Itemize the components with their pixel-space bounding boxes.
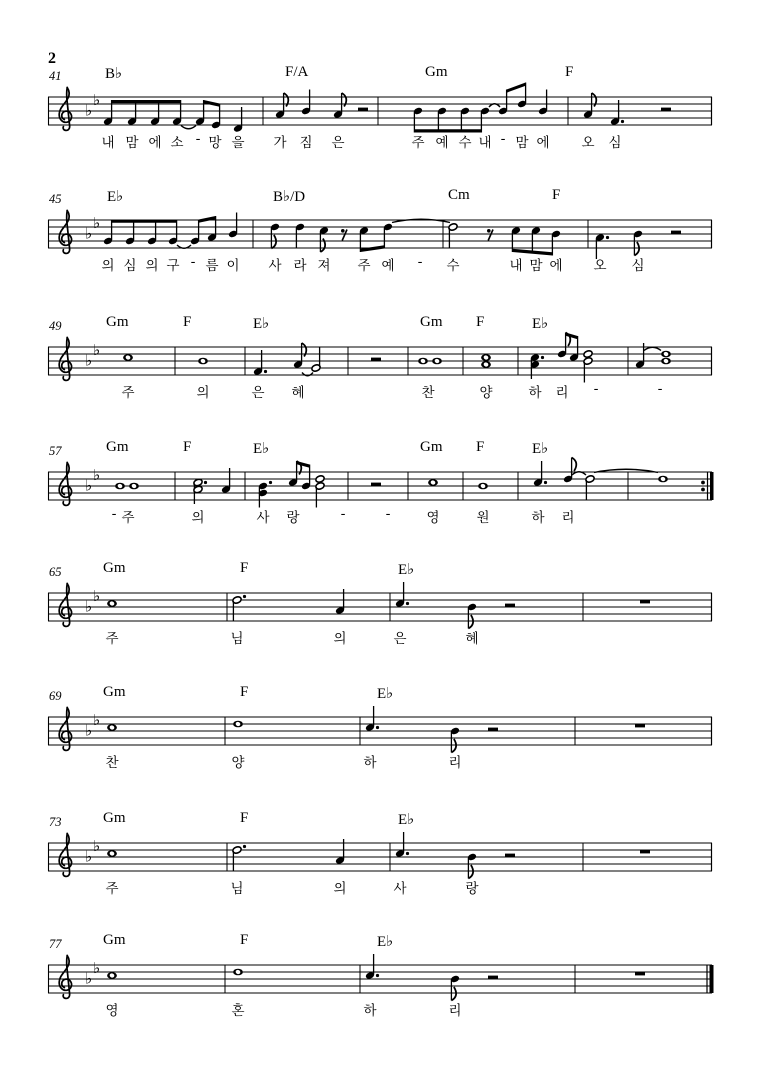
- flat-icon: ♭: [85, 597, 93, 616]
- lyric-syllable: 주: [121, 385, 135, 401]
- lyric-syllable: 랑: [286, 510, 300, 526]
- lyric-syllable: 의: [196, 385, 210, 401]
- staff-svg: [0, 813, 766, 887]
- measure-number: 65: [49, 565, 62, 579]
- measure-number: 41: [49, 69, 62, 83]
- flat-icon: ♭: [93, 91, 101, 109]
- flat-icon: ♭: [85, 351, 93, 370]
- chord-symbol: F: [183, 314, 192, 330]
- lyric-syllable: 찬: [421, 385, 435, 401]
- lyric-syllable: 예: [435, 135, 449, 151]
- flat-icon: ♭: [93, 214, 101, 232]
- flat-icon: ♭: [85, 847, 93, 866]
- lyric-syllable: 하: [363, 755, 377, 771]
- chord-symbol: Gm: [106, 439, 129, 455]
- lyric-syllable: 은: [331, 135, 345, 151]
- chord-symbol: F: [240, 560, 249, 576]
- flat-icon: ♭: [85, 101, 93, 120]
- chord-symbol: Gm: [103, 932, 126, 948]
- lyric-syllable: 은: [251, 385, 265, 401]
- flat-icon: ♭: [93, 466, 101, 484]
- page-number: 2: [48, 50, 56, 67]
- lyric-syllable: 수: [446, 258, 460, 274]
- lyric-syllable: 오: [593, 258, 607, 274]
- chord-symbol: F: [240, 684, 249, 700]
- lyric-syllable: 하: [528, 385, 542, 401]
- lyric-syllable: -: [593, 381, 599, 397]
- lyric-syllable: 리: [555, 385, 569, 401]
- measure-number: 45: [49, 192, 62, 206]
- lyric-syllable: 라: [293, 258, 307, 274]
- staff-svg: [0, 563, 766, 637]
- chord-symbol: E♭: [377, 686, 394, 702]
- flat-icon: ♭: [93, 711, 101, 729]
- lyric-syllable: -: [417, 254, 423, 270]
- flat-icon: ♭: [85, 969, 93, 988]
- lyric-syllable: 맘: [529, 258, 543, 274]
- lyric-syllable: 양: [479, 385, 493, 401]
- lyric-syllable: 름: [205, 258, 219, 274]
- measure-number: 69: [49, 689, 62, 703]
- chord-symbol: E♭: [107, 189, 124, 205]
- flat-icon: ♭: [85, 224, 93, 243]
- lyric-syllable: 혜: [291, 385, 305, 401]
- chord-symbol: E♭: [253, 316, 270, 332]
- lyric-syllable: 가: [273, 135, 287, 151]
- lyric-syllable: 내: [509, 258, 523, 274]
- lyric-syllable: 져: [317, 258, 331, 274]
- lyric-syllable: -: [111, 506, 117, 522]
- lyric-syllable: 이: [226, 258, 240, 274]
- lyric-syllable: -: [500, 131, 506, 147]
- lyric-syllable: 소: [170, 135, 184, 151]
- chord-symbol: E♭: [398, 562, 415, 578]
- staff-svg: [0, 687, 766, 761]
- lyric-syllable: 혜: [465, 631, 479, 647]
- lyric-syllable: 사: [256, 510, 270, 526]
- chord-symbol: E♭: [532, 316, 549, 332]
- lyric-syllable: 맘: [515, 135, 529, 151]
- measure-number: 49: [49, 319, 62, 333]
- staff-svg: [0, 442, 766, 516]
- lyric-syllable: -: [195, 131, 201, 147]
- lyric-syllable: 구: [166, 258, 180, 274]
- lyric-syllable: 리: [448, 755, 462, 771]
- lyric-syllable: 주: [411, 135, 425, 151]
- lyric-syllable: 심: [608, 135, 622, 151]
- staff-svg: [0, 190, 766, 264]
- lyric-syllable: 양: [231, 755, 245, 771]
- lyric-syllable: 사: [268, 258, 282, 274]
- flat-icon: ♭: [85, 476, 93, 495]
- chord-symbol: Gm: [103, 684, 126, 700]
- lyric-syllable: 맘: [125, 135, 139, 151]
- lyric-syllable: 내: [478, 135, 492, 151]
- measure-number: 57: [49, 444, 62, 458]
- lyric-syllable: 혼: [231, 1003, 245, 1019]
- lyric-syllable: 의: [191, 510, 205, 526]
- chord-symbol: B♭: [105, 66, 123, 82]
- lyric-syllable: 하: [363, 1003, 377, 1019]
- chord-symbol: E♭: [253, 441, 270, 457]
- lyric-syllable: 예: [381, 258, 395, 274]
- lyric-syllable: 주: [105, 631, 119, 647]
- lyric-syllable: 에: [148, 135, 162, 151]
- chord-symbol: E♭: [377, 934, 394, 950]
- lyric-syllable: 에: [536, 135, 550, 151]
- lyric-syllable: 찬: [105, 755, 119, 771]
- measure-number: 73: [49, 815, 62, 829]
- lyric-syllable: 님: [230, 631, 244, 647]
- staff-svg: [0, 67, 766, 141]
- chord-symbol: F: [552, 187, 561, 203]
- chord-symbol: Gm: [103, 810, 126, 826]
- flat-icon: ♭: [93, 341, 101, 359]
- lyric-syllable: 망: [208, 135, 222, 151]
- lyric-syllable: 심: [631, 258, 645, 274]
- lyric-syllable: -: [385, 506, 391, 522]
- lyric-syllable: 의: [333, 631, 347, 647]
- chord-symbol: F: [476, 314, 485, 330]
- lyric-syllable: 리: [561, 510, 575, 526]
- lyric-syllable: 은: [393, 631, 407, 647]
- chord-symbol: E♭: [398, 812, 415, 828]
- lyric-syllable: 오: [581, 135, 595, 151]
- lyric-syllable: 님: [230, 881, 244, 897]
- lyric-syllable: 내: [101, 135, 115, 151]
- lyric-syllable: 의: [101, 258, 115, 274]
- chord-symbol: Gm: [420, 314, 443, 330]
- lyric-syllable: 심: [123, 258, 137, 274]
- lyric-syllable: 주: [121, 510, 135, 526]
- chord-symbol: F: [240, 932, 249, 948]
- chord-symbol: Gm: [420, 439, 443, 455]
- lyric-syllable: 영: [105, 1003, 119, 1019]
- lyric-syllable: 짐: [299, 135, 313, 151]
- chord-symbol: Gm: [106, 314, 129, 330]
- lyric-syllable: 원: [476, 510, 490, 526]
- chord-symbol: F: [240, 810, 249, 826]
- lyric-syllable: 사: [393, 881, 407, 897]
- lyric-syllable: 하: [531, 510, 545, 526]
- lyric-syllable: 영: [426, 510, 440, 526]
- lyric-syllable: 주: [105, 881, 119, 897]
- flat-icon: ♭: [93, 959, 101, 977]
- measure-number: 77: [49, 937, 62, 951]
- chord-symbol: B♭/D: [273, 189, 306, 205]
- lyric-syllable: 수: [458, 135, 472, 151]
- chord-symbol: E♭: [532, 441, 549, 457]
- lyric-syllable: -: [657, 381, 663, 397]
- chord-symbol: F: [476, 439, 485, 455]
- chord-symbol: Gm: [425, 64, 448, 80]
- lyric-syllable: 에: [549, 258, 563, 274]
- chord-symbol: Cm: [448, 187, 470, 203]
- chord-symbol: F/A: [285, 64, 309, 80]
- staff-svg: [0, 935, 766, 1009]
- flat-icon: ♭: [93, 837, 101, 855]
- lyric-syllable: 리: [448, 1003, 462, 1019]
- chord-symbol: Gm: [103, 560, 126, 576]
- flat-icon: ♭: [85, 721, 93, 740]
- chord-symbol: F: [565, 64, 574, 80]
- lyric-syllable: 주: [357, 258, 371, 274]
- chord-symbol: F: [183, 439, 192, 455]
- lyric-syllable: -: [190, 254, 196, 270]
- flat-icon: ♭: [93, 587, 101, 605]
- staff-svg: [0, 317, 766, 391]
- lyric-syllable: -: [340, 506, 346, 522]
- lyric-syllable: 의: [145, 258, 159, 274]
- lyric-syllable: 의: [333, 881, 347, 897]
- lyric-syllable: 랑: [465, 881, 479, 897]
- lyric-syllable: 을: [231, 135, 245, 151]
